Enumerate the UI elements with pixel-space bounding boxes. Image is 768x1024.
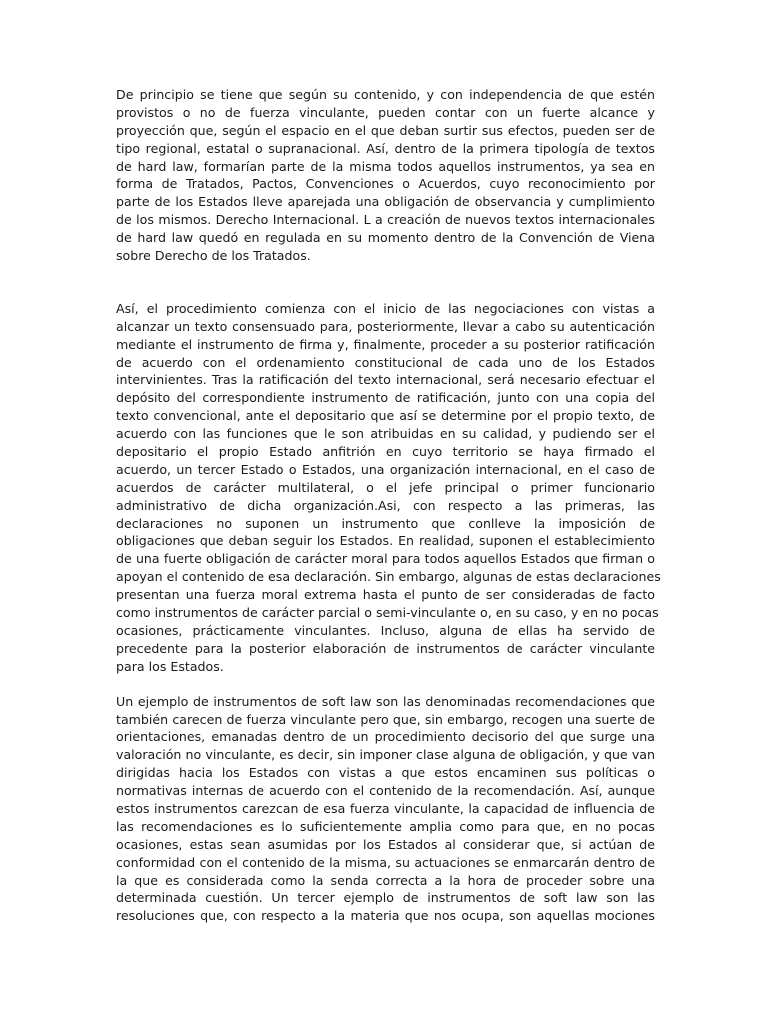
text-line: la que es considerada como la senda correcta a la hora de proceder sobre una bbox=[116, 872, 655, 888]
text-line: de los mismos. Derecho Internacional. L a creación de nuevos textos internacionales bbox=[116, 212, 655, 228]
text-line: determinada cuestión. Un tercer ejemplo de instrumentos de soft law son las bbox=[116, 890, 655, 906]
text-line: de hard law quedó en regulada en su momento dentro de la Convención de Viena bbox=[116, 230, 655, 246]
text-line: de acuerdo con el ordenamiento constitucional de cada uno de los Estados bbox=[116, 354, 655, 370]
text-line: precedente para la posterior elaboración de instrumentos de carácter vinculante bbox=[116, 640, 655, 656]
text-line: acuerdo, un tercer Estado o Estados, una organización internacional, en el caso de bbox=[116, 461, 655, 477]
text-line: de hard law, formarían parte de la misma todos aquellos instrumentos, ya sea en bbox=[116, 158, 655, 174]
text-line: forma de Tratados, Pactos, Convenciones o Acuerdos, cuyo reconocimiento por bbox=[116, 176, 655, 192]
text-line: intervinientes. Tras la ratificación del texto internacional, será necesario efectuar el bbox=[116, 372, 655, 388]
text-line: texto convencional, ante el depositario que así se determine por el propio texto, de bbox=[116, 408, 655, 424]
text-line: obligaciones que deban seguir los Estados. En realidad, suponen el establecimiento bbox=[116, 533, 655, 549]
text-line: tipo regional, estatal o supranacional. Así, dentro de la primera tipología de textos bbox=[116, 140, 655, 156]
text-line: proyección que, según el espacio en el que deban surtir sus efectos, pueden ser de bbox=[116, 122, 655, 138]
text-line: Un ejemplo de instrumentos de soft law son las denominadas recomendaciones que bbox=[116, 693, 655, 709]
text-line: ocasiones, estas sean asumidas por los Estados al considerar que, si actúan de bbox=[116, 836, 655, 852]
text-line: depósito del correspondiente instrumento de ratificación, junto con una copia del bbox=[116, 390, 655, 406]
text-line: valoración no vinculante, es decir, sin imponer clase alguna de obligación, y que van bbox=[116, 747, 655, 763]
text-line: parte de los Estados lleve aparejada una obligación de observancia y cumplimiento bbox=[116, 194, 655, 210]
text-line: resoluciones que, con respecto a la materia que nos ocupa, son aquellas mociones bbox=[116, 908, 655, 924]
text-line: De principio se tiene que según su contenido, y con independencia de que estén bbox=[116, 87, 655, 102]
text-line: conformidad con el contenido de la misma, su actuaciones se enmarcarán dentro de bbox=[116, 854, 655, 870]
paragraph-2 bbox=[116, 300, 661, 676]
text-line: declaraciones no suponen un instrumento que conlleve la imposición de bbox=[116, 515, 655, 531]
text-line: acuerdos de carácter multilateral, o el jefe principal o primer funcionario bbox=[116, 479, 655, 495]
text-line: administrativo de dicha organización.Asi, con respecto a las primeras, las bbox=[116, 497, 655, 513]
text-line: para los Estados. bbox=[116, 658, 224, 674]
text-line: ocasiones, prácticamente vinculantes. Incluso, alguna de ellas ha servido de bbox=[116, 622, 655, 638]
text-line: depositario el propio Estado anfitrión en cuyo territorio se haya firmado el bbox=[116, 444, 655, 460]
paragraph-1 bbox=[116, 86, 655, 265]
text-line: mediante el instrumento de firma y, finalmente, proceder a su posterior ratificación bbox=[116, 336, 655, 352]
text-line: como instrumentos de carácter parcial o semi-vinculante o, en su caso, y en no pocas bbox=[116, 605, 659, 621]
text-line: Así, el procedimiento comienza con el inicio de las negociaciones con vistas a bbox=[116, 300, 655, 316]
text-line: provistos o no de fuerza vinculante, pueden contar con un fuerte alcance y bbox=[116, 104, 655, 120]
text-line: presentan una fuerza moral extrema hasta el punto de ser consideradas de facto bbox=[116, 587, 655, 603]
text-line: dirigidas hacia los Estados con vistas a que estos encaminen sus políticas o bbox=[116, 765, 655, 781]
text-line: apoyan el contenido de esa declaración. Sin embargo, algunas de estas declaraciones bbox=[116, 569, 661, 585]
document-page bbox=[116, 86, 661, 925]
text-line: las recomendaciones es lo suficientemente amplia como para que, en no pocas bbox=[116, 818, 655, 834]
text-line: de una fuerte obligación de carácter moral para todos aquellos Estados que firman o bbox=[116, 551, 655, 567]
text-line: acuerdo con las funciones que le son atribuidas en su calidad, y pudiendo ser el bbox=[116, 426, 655, 442]
text-line: estos instrumentos carezcan de esa fuerza vinculante, la capacidad de influencia de bbox=[116, 800, 655, 816]
text-line: también carecen de fuerza vinculante pero que, sin embargo, recogen una suerte de bbox=[116, 711, 655, 727]
text-line: normativas internas de acuerdo con el contenido de la recomendación. Así, aunque bbox=[116, 783, 655, 799]
text-line: sobre Derecho de los Tratados. bbox=[116, 248, 311, 264]
text-line: alcanzar un texto consensuado para, posteriormente, llevar a cabo su autenticación bbox=[116, 318, 655, 334]
paragraph-3 bbox=[116, 693, 655, 926]
text-line: orientaciones, emanadas dentro de un procedimiento decisorio del que surge una bbox=[116, 729, 655, 745]
